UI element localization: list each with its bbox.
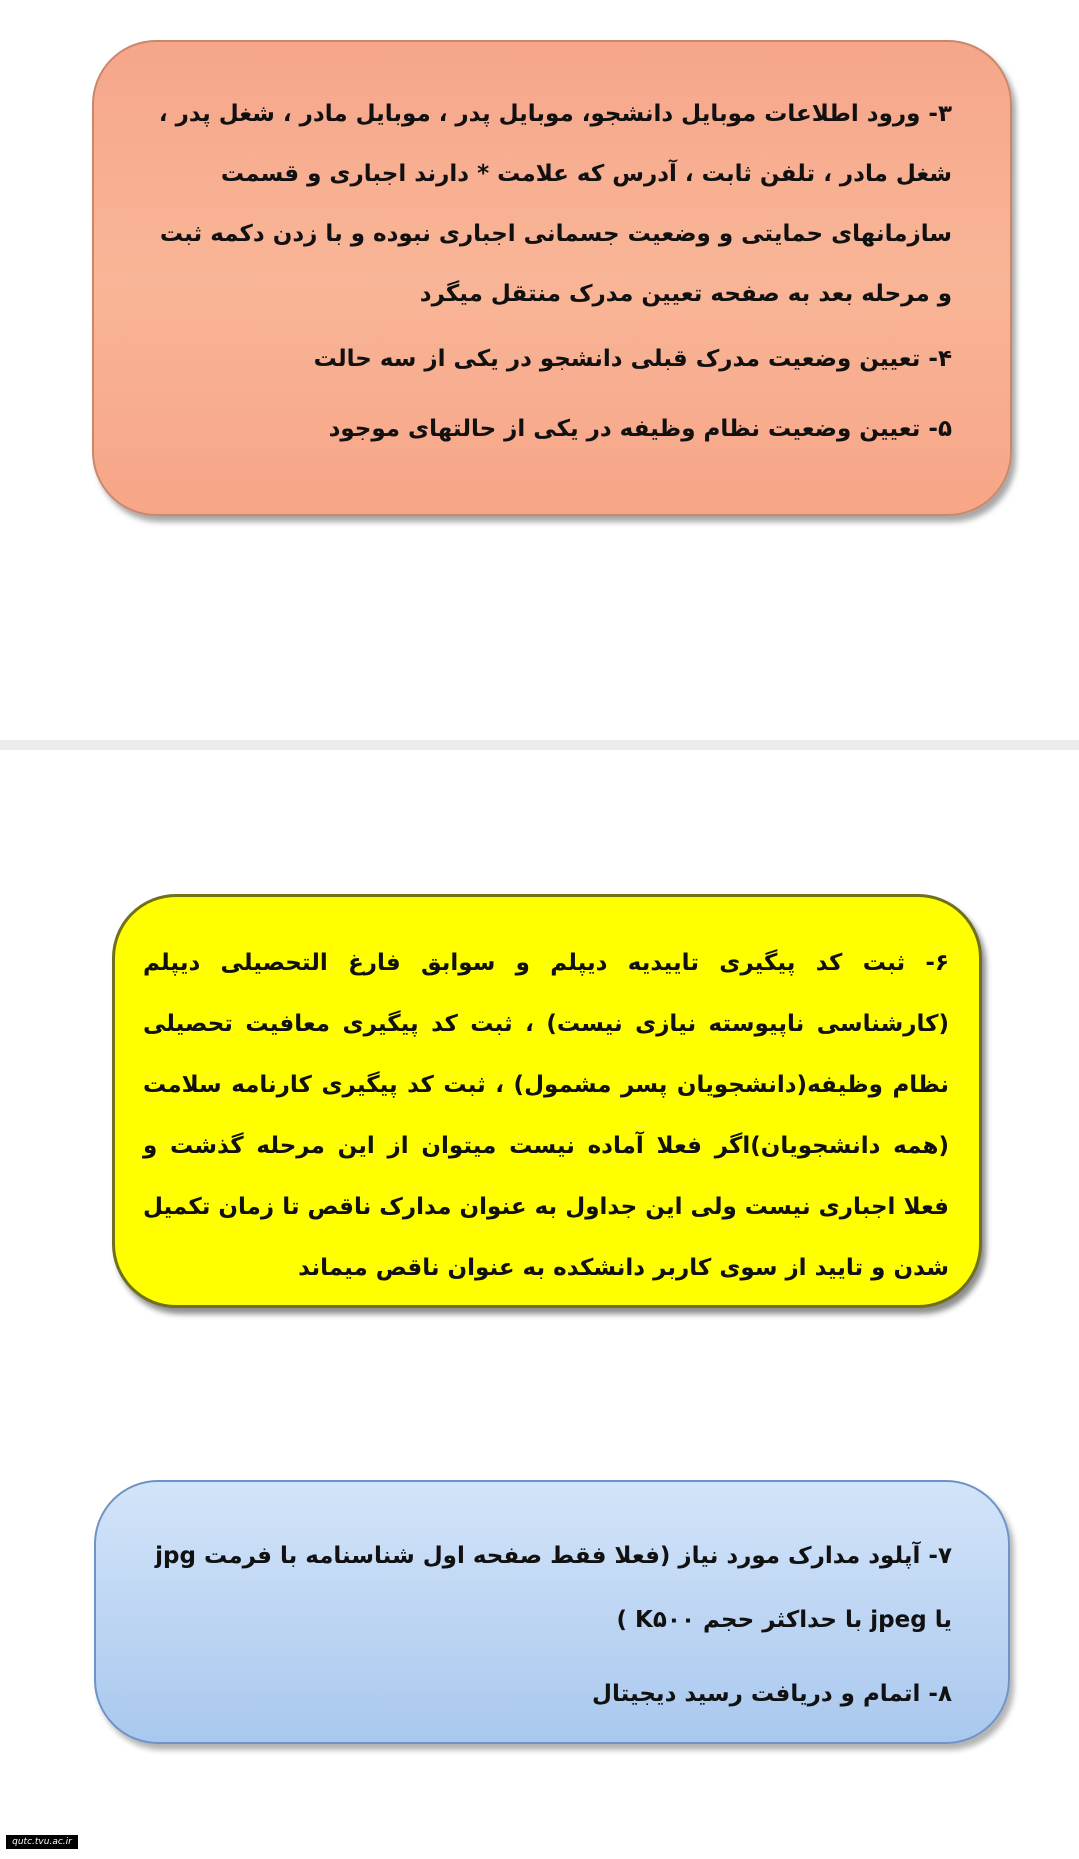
step-6-text: ۶- ثبت کد پیگیری تاییدیه دیپلم و سوابق فارغ التحصیلی دیپلم (کارشناسی ناپیوسته نیازی نیست) ، ثبت کد پیگیری معافیت تحصیلی نظام وظیفه(دانشجویان پسر مشمول) ، ثبت کد پیگیری کارنامه سلامت (همه دانشجویان)اگر فعلا آماده نیست میتوان از این مرحله گذشت و فعلا اجباری نیست ولی این جداول به عنوان مدارک ناقص تا زمان تکمیل شدن و تایید از سوی کاربر دانشکده به عنوان ناقص میماند [143,950,949,1281]
section-divider [0,740,1079,750]
page-section-top [0,0,1079,740]
step-8-text: ٨- اتمام و دریافت رسید دیجیتال [591,1681,952,1707]
steps-card-3-5 [92,40,1012,516]
step-4-text: ۴- تعیین وضعیت مدرک قبلی دانشجو در یکی از سه حالت [313,346,952,372]
step-7-text: ٧- آپلود مدارک مورد نیاز (فعلا فقط صفحه اول شناسنامه با فرمت jpg یا jpeg با حداکثر حجم K۵۰۰ ) [155,1543,952,1633]
steps-card-6 [112,894,982,1308]
step-5-text: ۵- تعیین وضعیت نظام وظیفه در یکی از حالتهای موجود [328,416,952,442]
steps-card-7-8 [94,1480,1010,1744]
step-3-text: ٣- ورود اطلاعات موبایل دانشجو، موبایل پدر ، موبایل مادر ، شغل پدر ، شغل مادر ، تلفن ثابت ، آدرس که علامت * دارند اجباری و قسمت سازمانهای حمایتی و وضعیت جسمانی اجباری نبوده و با زدن دکمه ثبت و مرحله بعد به صفحه تعیین مدرک منتقل میگرد [158,101,952,307]
site-logo: qutc.tvu.ac.ir [6,1835,78,1849]
